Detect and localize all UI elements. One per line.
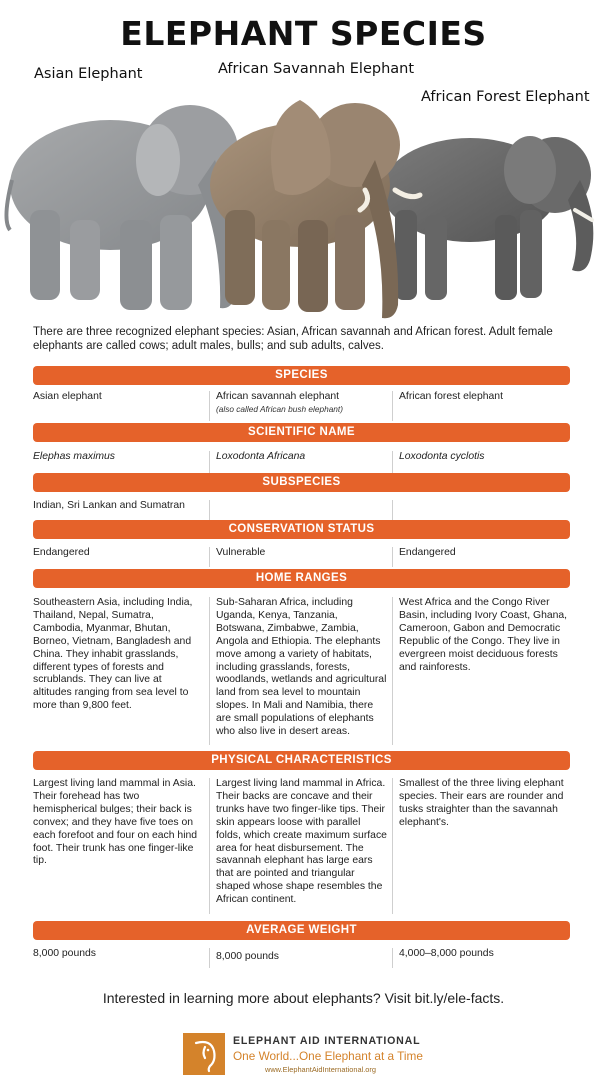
species-asian: Asian elephant <box>33 391 102 402</box>
weight-forest: 4,000–8,000 pounds <box>399 948 494 959</box>
average-weight-row <box>33 948 570 968</box>
elephant-logo-icon <box>183 1033 225 1075</box>
column-divider <box>392 391 393 421</box>
column-divider <box>392 500 393 520</box>
weight-asian: 8,000 pounds <box>33 948 96 959</box>
column-divider <box>209 500 210 520</box>
scientific-name-savannah: Loxodonta Africana <box>216 451 306 462</box>
conservation-asian: Endangered <box>33 547 90 558</box>
column-divider <box>209 948 210 968</box>
species-savannah: African savannah elephant <box>216 391 340 402</box>
column-divider <box>392 547 393 567</box>
forest-elephant-label: African Forest Elephant <box>421 89 590 105</box>
conservation-forest: Endangered <box>399 547 456 558</box>
conservation-savannah: Vulnerable <box>216 547 266 558</box>
physical-characteristics-header: PHYSICAL CHARACTERISTICS <box>33 751 570 770</box>
savannah-elephant-label: African Savannah Elephant <box>218 61 415 77</box>
physical-forest: Smallest of the three living elephant species. Their ears are rounder and tusks straighter than the savannah elephant's. <box>399 778 564 828</box>
subspecies-asian: Indian, Sri Lankan and Sumatran <box>33 500 185 511</box>
column-divider <box>209 597 210 745</box>
intro-text: There are three recognized elephant species: Asian, African savannah and African forest. Adult female elephants are called cows; adult males, bulls; and sub adults, calves. <box>33 326 553 352</box>
column-divider <box>392 597 393 745</box>
scientific-name-header: SCIENTIFIC NAME <box>33 423 570 442</box>
species-header: SPECIES <box>33 366 570 385</box>
conservation-status-row <box>33 547 570 567</box>
column-divider <box>209 547 210 567</box>
home-range-forest: West Africa and the Congo River Basin, including Ivory Coast, Ghana, Cameroon, Gabon and Democratic Republic of the Congo. They live in evergreen moist deciduous forests and rainforests. <box>399 597 568 673</box>
physical-savannah: Largest living land mammal in Africa. Their backs are concave and their trunks have two finger-like tips. Their skin appears loose with parallel folds, which create maximum surface area for heat disbursement. The savannah elephant has large ears that are pointed and triangular shaped whose shape resembles the African continent. <box>216 778 387 906</box>
average-weight-header: AVERAGE WEIGHT <box>33 921 570 940</box>
scientific-name-forest: Loxodonta cyclotis <box>399 451 485 462</box>
column-divider <box>209 391 210 421</box>
asian-elephant-label: Asian Elephant <box>34 66 143 82</box>
home-range-asian: Southeastern Asia, including India, Thailand, Nepal, Sumatra, Cambodia, Myanmar, Bhutan, Borneo, Vietnam, Bangladesh and China. They inhabit grasslands, different types of forests and scrublands. They can live at altitudes ranging from sea level to more than 9,800 feet. <box>33 597 193 712</box>
org-tagline: One World...One Elephant at a Time <box>233 1049 423 1063</box>
org-name: ELEPHANT AID INTERNATIONAL <box>233 1035 421 1047</box>
physical-characteristics-row <box>33 778 570 914</box>
weight-savannah: 8,000 pounds <box>216 951 279 962</box>
column-divider <box>392 451 393 475</box>
column-divider <box>209 778 210 914</box>
column-divider <box>209 451 210 475</box>
species-row <box>33 391 570 421</box>
home-ranges-row <box>33 597 570 745</box>
column-divider <box>392 948 393 968</box>
asian-elephant-figure <box>6 105 238 310</box>
column-divider <box>392 778 393 914</box>
scientific-name-row <box>33 451 570 475</box>
forest-elephant-figure <box>382 136 593 300</box>
species-forest: African forest elephant <box>399 391 503 402</box>
scientific-name-asian: Elephas maximus <box>33 451 116 462</box>
page-title: ELEPHANT SPECIES <box>120 14 487 53</box>
learn-more-text: Interested in learning more about elephants? Visit bit.ly/ele-facts. <box>102 990 505 1006</box>
species-savannah-cell <box>216 391 388 415</box>
physical-asian: Largest living land mammal in Asia. Their forehead has two hemispherical bulges; their back is convex; and they have five toes on each forefoot and four on each hind foot. Their trunk has one finger-like tip. <box>33 778 198 867</box>
subspecies-header: SUBSPECIES <box>33 473 570 492</box>
species-savannah-note: (also called African bush elephant) <box>216 403 343 414</box>
subspecies-row <box>33 500 570 520</box>
org-url: www.ElephantAidInternational.org <box>265 1065 376 1074</box>
home-ranges-header: HOME RANGES <box>33 569 570 588</box>
home-range-savannah: Sub-Saharan Africa, including Uganda, Kenya, Tanzania, Botswana, Zimbabwe, Zambia, Angola and Ethiopia. The elephants move among a variety of habitats, including grasslands, forests, woodlands, wetlands and agricultural land from sea level to mountain slopes. In Mali and Namibia, there are small populations of elephants who also live in desert areas. <box>216 597 387 738</box>
elephants-photo <box>0 80 607 325</box>
savannah-elephant-figure <box>210 100 420 318</box>
conservation-status-header: CONSERVATION STATUS <box>33 520 570 539</box>
